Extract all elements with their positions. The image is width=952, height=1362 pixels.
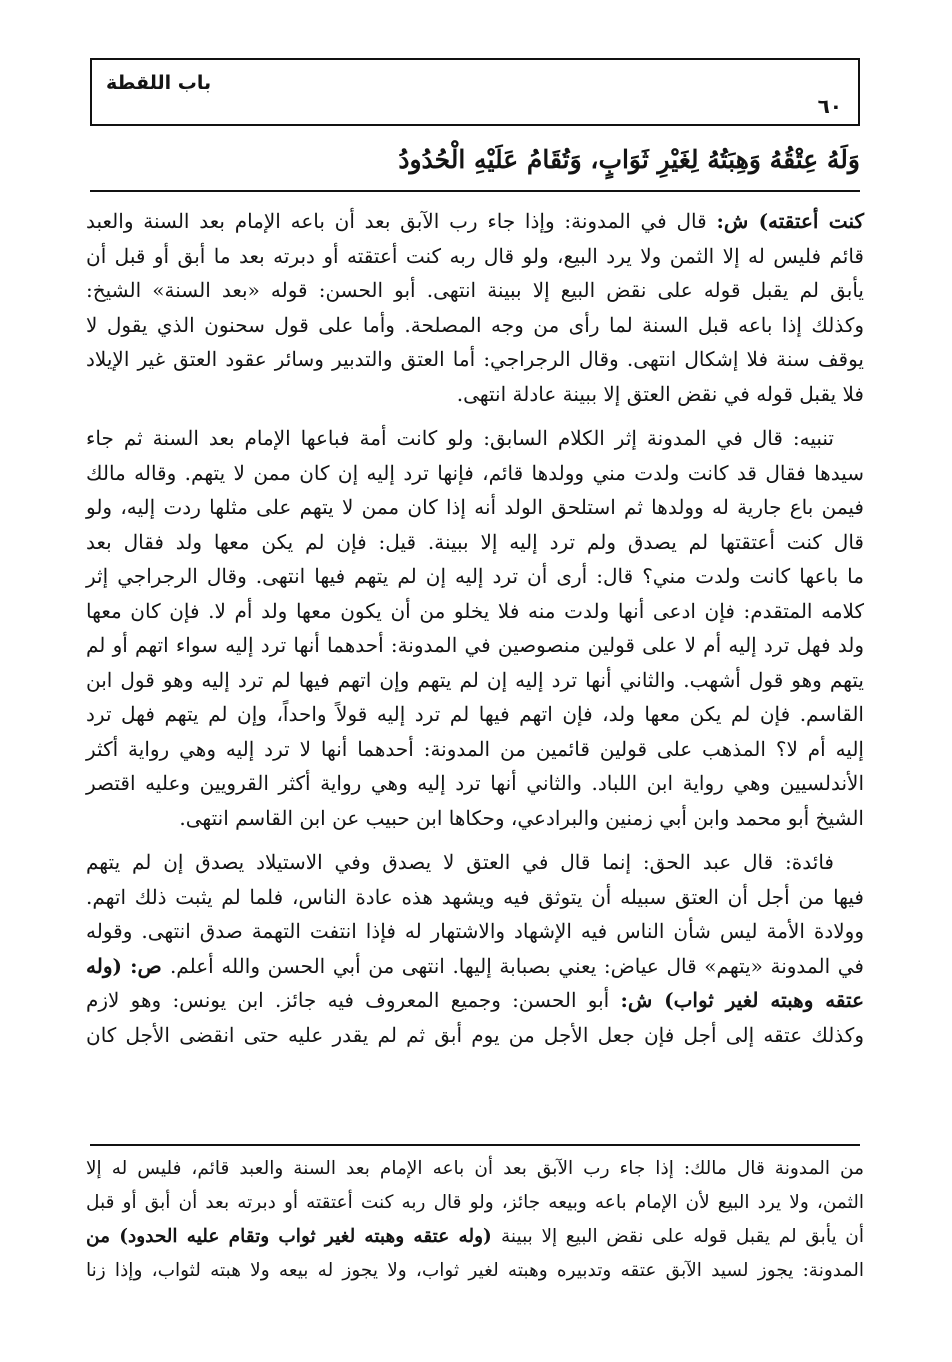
matn-divider [90,190,860,192]
text-line: تنبيه: قال في المدونة إثر الكلام السابق: ولو كانت أمة فباعها الإمام بعد السنة ثم جاء [86,426,834,450]
text-line: كنت أعتقته) ش: قال في المدونة: وإذا جاء رب الآبق بعد أن باعه الإمام بعد السنة والعبد [86,209,865,233]
text-line: وولادة الأمة ليس شأن الناس فيه الإشهاد والاشتهار له فإذا انتفت التهمة صدق انتهى. وقوله [86,919,864,943]
commentary-body [86,204,864,1062]
text-line: قائم فليس له إلا الثمن ولا يرد البيع، ولو قال ربه كنت أعتقته أو دبرته بعد ما أبق أو قبل أن [86,243,864,268]
footnote-line: الثمن، ولا يرد البيع لأن الإمام باعه وبيعه جائز، ولو قال ربه كنت أعتقته أو دبرته بعد أن أبق أو قبل [86,1192,864,1213]
commentary-paragraph [86,421,864,835]
bold-lemma: عتقه وهبته لغير ثواب) ش: [620,988,865,1012]
text-line: فائدة: قال عبد الحق: إنما قال في العتق لا يصدق وفي الاستيلاد يصدق إن لم يتهم [86,850,834,874]
text-line: يتهم وهو قول أشهب. والثاني أنها ترد إليه إن لم يتهم وإن اتهم فيها لم ترد إليه وهو قول ابن [86,667,864,692]
bold-lemma: (وله عتقه وهبته لغير ثواب وتقام عليه الحدود) من [86,1226,501,1247]
text-line: وكذلك إذا باعه قبل السنة لما رأى من وجه المصلحة. وأما على قول سحنون الذي يقول لا [86,312,864,337]
commentary-paragraph [86,204,864,411]
commentary-paragraph [86,845,864,1052]
text-line: في المدونة «يتهم» قال عياض: يعني بصبابة إليها. انتهى من أبي الحسن والله أعلم. ص: (وله [86,953,864,978]
text-line: فلا يقبل قوله في نقض العتق إلا ببينة عادلة انتهى. [456,381,864,406]
footnote-divider [90,1144,860,1146]
text-line: الأندلسيين وهي رواية ابن اللباد. والثاني أنها ترد إليه وهي رواية أكثر القرويين وعليه اقتصر [86,771,864,795]
footnote-block [86,1152,864,1288]
text-line: القاسم. فإن لم يكن معها ولد، فإن اتهم فيها لم ترد إليه قولاً واحداً، وإن لم يتهم فهل ترد [86,702,864,726]
footnote-line: المدونة: يجوز لسيد الآبق عتقه وتدبيره وهبته لغير ثواب، ولا يجوز له بيعه ولا هبته لثواب، وإذا زنا [86,1260,864,1281]
text-line: فيمن باع جارية له وولدها ثم استلحق الولد أنه إذا كان ممن لا يتهم على مثلها ردت إليه، ولو [86,495,864,519]
running-title: باب اللقطة [106,72,212,94]
footnote-line: من المدونة قال مالك: إذا جاء رب الآبق بعد أن باعه الإمام بعد السنة والعبد قائم، فليس له إلا [86,1158,864,1179]
text-line: ولد فهل ترد إليه أم لا على قولين منصوصين في المدونة: أحدهما أنها ترد إليه سواء اتهم أو لم [86,633,864,657]
text-line: يوقف سنة فلا إشكال انتهى. وقال الرجراجي: أما العتق والتدبير وسائر عقود العتق غير الإيلاد [86,347,864,371]
footnote-line: أن يأبق لم يقبل قوله على نقض البيع إلا ببينة (وله عتقه وهبته لغير ثواب وتقام عليه الحدود) من [86,1226,864,1247]
text-line: كلامه المتقدم: فإن ادعى أنها ولدت منه فلا يخلو من أن يكون معها ولد أم لا. فإن كان معها [86,598,864,623]
bold-lemma: كنت أعتقته) ش: [716,209,865,233]
text-line: عتقه وهبته لغير ثواب) ش: أبو الحسن: وجميع المعروف فيه جائز. ابن يونس: وهو لازم [86,988,865,1012]
text-line: يأبق لم يقبل قوله على نقض البيع إلا ببينة انتهى. أبو الحسن: قوله «بعد السنة» الشيخ: [86,278,864,302]
text-line: قال كنت أعتقتها لم يصدق ولم ترد إليه إلا ببينة. قيل: فإن لم يكن معها ولد فقال بعد [86,529,864,554]
text-line: ما باعها كانت ولدت مني؟ قال: أرى أن ترد إليه إن لم يتهم فيها انتهى. وقال الرجراجي إثر [86,564,864,588]
matn-text: وَلَهُ عِتْقُهُ وَهِبَتُهُ لِغَيْرِ ثَوَابٍ، وَتُقَامُ عَلَيْهِ الْحُدُودُ [398,145,860,174]
page-header-box [90,58,860,126]
bold-lemma: ص: (وله [86,953,170,978]
text-line: وكذلك عتقه إلى أجل فإن جعل الأجل من يوم أبق ثم لم يقدر عليه حتى انقضى الأجل كان [86,1022,864,1047]
text-line: الشيخ أبو محمد وابن أبي زمنين والبرادعي، وحكاها ابن حبيب عن ابن القاسم انتهى. [179,805,864,830]
text-line: إليه أم لا؟ المذهب على قولين قائمين من المدونة: أحدهما أنها لا ترد إليه وهي رواية أكثر [86,736,864,761]
text-line: سيدها فقال قد كانت ولدت مني وولدها قائم، فإنها ترد إليه إن كان ممن لا يتهم. وقاله مالك [86,460,864,485]
text-line: فيها من أجل أن العتق سبيله أن يتوثق فيه ويشهد هذه عادة الناس، فلما لم يثبت ذلك اتهم. [86,884,864,909]
page-number: ٦٠ [817,94,842,118]
